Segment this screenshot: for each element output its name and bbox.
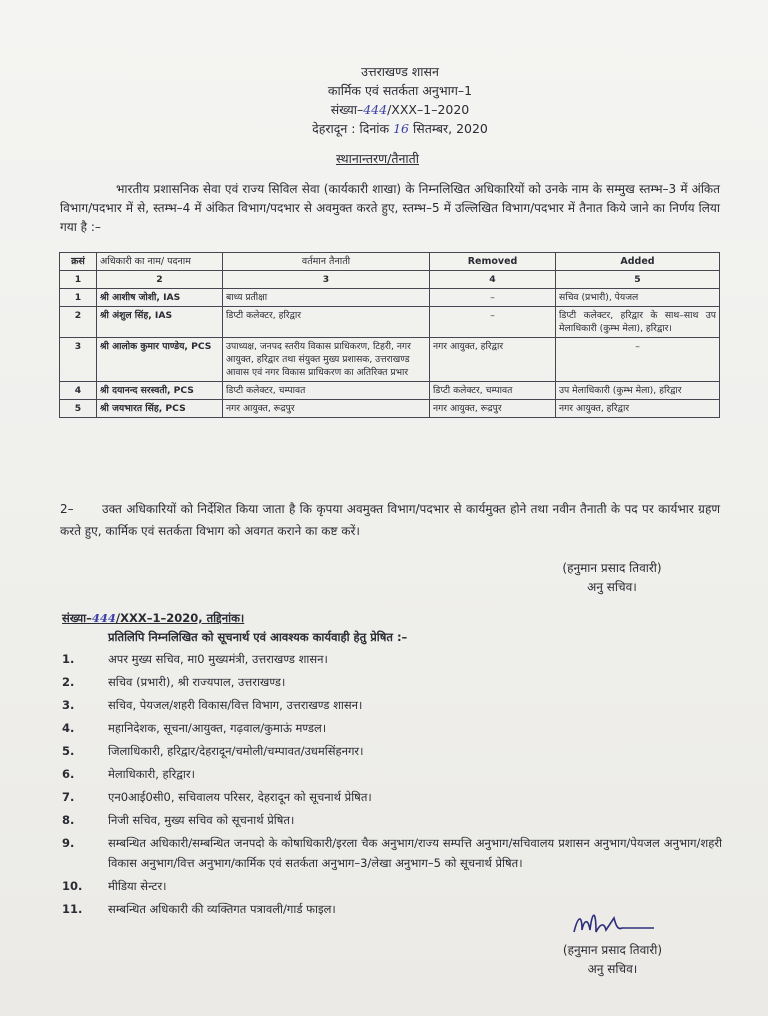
colnum-3: 3 (223, 271, 430, 289)
letter-date-suffix: सितम्बर, 2020 (413, 121, 488, 136)
signatory-block-2 (550, 941, 675, 979)
paragraph-2-text: उक्त अधिकारियों को निर्देशित किया जाता है कि कृपया अवमुक्त विभाग/पदभार से कार्यमुक्त होने तथा नवीन तैनाती के पद पर कार्यभार ग्रहण करते हुए, कार्मिक एवं सतर्कता विभाग को अवगत कराने का कष्ट करें। (60, 502, 720, 538)
row-removed: नगर आयुक्त, रूद्रपुर (430, 400, 556, 418)
list-item-number: 7. (62, 790, 75, 804)
body-paragraph-2 (60, 498, 720, 542)
row-added: – (556, 338, 720, 382)
header-removed: Removed (430, 253, 556, 271)
list-item (62, 833, 722, 873)
row-sn: 3 (60, 338, 97, 382)
row-current: उपाध्यक्ष, जनपद स्तरीय विकास प्राधिकरण, टिहरी, नगर आयुक्त, हरिद्वार तथा संयुक्त मुख्य प्रशासक, उत्तराखण्ड आवास एवं नगर विकास प्राधिकरण का अतिरिक्त प्रभार (223, 338, 430, 382)
copy-ref-handwritten: 444 (91, 611, 116, 625)
paragraph-1-text: भारतीय प्रशासनिक सेवा एवं राज्य सिविल सेवा (कार्यकारी शाखा) के निम्नलिखित अधिकारियों को उनके नाम के सम्मुख स्तम्भ–3 में अंकित विभाग/पदभार में से, स्तम्भ–4 में अंकित विभाग/पदभार से अवमुक्त करते हुए, स्तम्भ–5 में उल्लिखित विभाग/पदभार में तैनात किये जाने का निर्णय लिया गया है :– (60, 182, 720, 234)
copy-list (62, 649, 722, 922)
row-removed: नगर आयुक्त, हरिद्वार (430, 338, 556, 382)
letter-number-handwritten: 444 (363, 102, 388, 117)
row-added: डिप्टी कलेक्टर, हरिद्वार के साथ–साथ उप मेलाधिकारी (कुम्भ मेला), हरिद्वार। (556, 307, 720, 338)
signatory-2-designation: अनु सचिव। (587, 962, 638, 976)
row-sn: 5 (60, 400, 97, 418)
row-added: सचिव (प्रभारी), पेयजल (556, 289, 720, 307)
row-name: श्री जयभारत सिंह, PCS (97, 400, 223, 418)
signatory-1-name: (हनुमान प्रसाद तिवारी) (562, 561, 662, 575)
letter-number-suffix: /XXX–1–2020 (387, 102, 470, 117)
letter-number (290, 100, 510, 119)
header-added: Added (556, 253, 720, 271)
list-item (62, 649, 722, 669)
row-sn: 2 (60, 307, 97, 338)
row-added: नगर आयुक्त, हरिद्वार (556, 400, 720, 418)
body-paragraph-1 (60, 180, 720, 237)
row-name: श्री आलोक कुमार पाण्डेय, PCS (97, 338, 223, 382)
table-header-row (60, 253, 720, 271)
list-item-number: 10. (62, 879, 83, 893)
list-item-text: महानिदेशक, सूचना/आयुक्त, गढ़वाल/कुमाऊं मण्डल। (108, 721, 327, 735)
signatory-2-name: (हनुमान प्रसाद तिवारी) (562, 943, 663, 957)
table-row (60, 382, 720, 400)
copy-intro: प्रतिलिपि निम्नलिखित को सूचनार्थ एवं आवश्यक कार्यवाही हेतु प्रेषित :– (108, 630, 408, 644)
list-item (62, 764, 722, 784)
list-item-number: 9. (62, 836, 75, 850)
list-item-text: सचिव, पेयजल/शहरी विकास/वित्त विभाग, उत्तराखण्ड शासन। (108, 698, 363, 712)
list-item (62, 718, 722, 738)
header-sn: क्रसं (60, 253, 97, 271)
letter-date-handwritten: 16 (393, 121, 410, 136)
row-added: उप मेलाधिकारी (कुम्भ मेला), हरिद्वार (556, 382, 720, 400)
paragraph-2-number: 2– (60, 502, 74, 516)
letter-date (290, 119, 510, 138)
row-removed: डिप्टी कलेक्टर, चम्पावत (430, 382, 556, 400)
letter-number-prefix: संख्या– (330, 102, 364, 117)
list-item-text: सचिव (प्रभारी), श्री राज्यपाल, उत्तराखण्ड। (108, 675, 286, 689)
row-removed: – (430, 289, 556, 307)
row-sn: 1 (60, 289, 97, 307)
header-current: वर्तमान तैनाती (223, 253, 430, 271)
list-item (62, 741, 722, 761)
row-name: श्री आशीष जोशी, IAS (97, 289, 223, 307)
list-item-number: 3. (62, 698, 75, 712)
row-name: श्री अंशुल सिंह, IAS (97, 307, 223, 338)
list-item-text: अपर मुख्य सचिव, मा0 मुख्यमंत्री, उत्तराखण्ड शासन। (108, 652, 328, 666)
list-item-text: सम्बन्धित अधिकारी की व्यक्तिगत पत्रावली/गार्ड फाइल। (108, 902, 336, 916)
list-item (62, 672, 722, 692)
row-name: श्री दयानन्द सरस्वती, PCS (97, 382, 223, 400)
list-item-number: 2. (62, 675, 75, 689)
row-current: डिप्टी कलेक्टर, हरिद्वार (223, 307, 430, 338)
signatory-block-1 (552, 559, 672, 597)
table-row (60, 307, 720, 338)
table-row (60, 400, 720, 418)
list-item-number: 5. (62, 744, 75, 758)
list-item (62, 810, 722, 830)
table-colnum-row (60, 271, 720, 289)
colnum-2: 2 (97, 271, 223, 289)
signatory-1-designation: अनु सचिव। (587, 580, 637, 594)
list-item-text: मीडिया सेन्टर। (108, 879, 167, 893)
list-item-number: 4. (62, 721, 75, 735)
header-department: कार्मिक एवं सतर्कता अनुभाग–1 (327, 83, 473, 98)
list-item-text: सम्बन्धित अधिकारी/सम्बन्धित जनपदो के कोषाधिकारी/इरला चैक अनुभाग/राज्य सम्पत्ति अनुभाग/सचिवालय प्रशासन अनुभाग/पेयजल अनुभाग/शहरी विकास अनुभाग/वित्त अनुभाग/कार्मिक एवं सतर्कता अनुभाग–3/लेखा अनुभाग–5 को सूचनार्थ प्रेषित। (108, 836, 722, 870)
list-item-text: निजी सचिव, मुख्य सचिव को सूचनार्थ प्रेषित। (108, 813, 295, 827)
row-current: डिप्टी कलेक्टर, चम्पावत (223, 382, 430, 400)
row-current: बाध्य प्रतीक्षा (223, 289, 430, 307)
header-government: उत्तराखण्ड शासन (361, 64, 439, 79)
colnum-1: 1 (60, 271, 97, 289)
list-item-number: 1. (62, 652, 75, 666)
list-item (62, 787, 722, 807)
letter-date-prefix: देहरादून : दिनांक (312, 121, 390, 136)
list-item-number: 11. (62, 902, 83, 916)
transfer-table (59, 252, 720, 418)
handwritten-signature (570, 906, 660, 940)
list-item-text: मेलाधिकारी, हरिद्वार। (108, 767, 195, 781)
colnum-5: 5 (556, 271, 720, 289)
copy-ref-suffix: /XXX–1–2020, तद्दिनांक। (115, 611, 245, 625)
list-item-number: 8. (62, 813, 75, 827)
letter-header (290, 62, 510, 138)
list-item-text: एन0आई0सी0, सचिवालय परिसर, देहरादून को सूचनार्थ प्रेषित। (108, 790, 372, 804)
row-removed: – (430, 307, 556, 338)
copy-reference-line (62, 611, 244, 626)
subject-heading: स्थानान्तरण/तैनाती (336, 151, 420, 166)
header-name: अधिकारी का नाम/ पदनाम (97, 253, 223, 271)
table-row (60, 289, 720, 307)
list-item (62, 695, 722, 715)
list-item (62, 876, 722, 896)
row-current: नगर आयुक्त, रूद्रपुर (223, 400, 430, 418)
table-row (60, 338, 720, 382)
list-item-text: जिलाधिकारी, हरिद्वार/देहरादून/चमोली/चम्पावत/उधमसिंहनगर। (108, 744, 364, 758)
row-sn: 4 (60, 382, 97, 400)
list-item-number: 6. (62, 767, 75, 781)
copy-ref-prefix: संख्या– (62, 611, 92, 625)
colnum-4: 4 (430, 271, 556, 289)
